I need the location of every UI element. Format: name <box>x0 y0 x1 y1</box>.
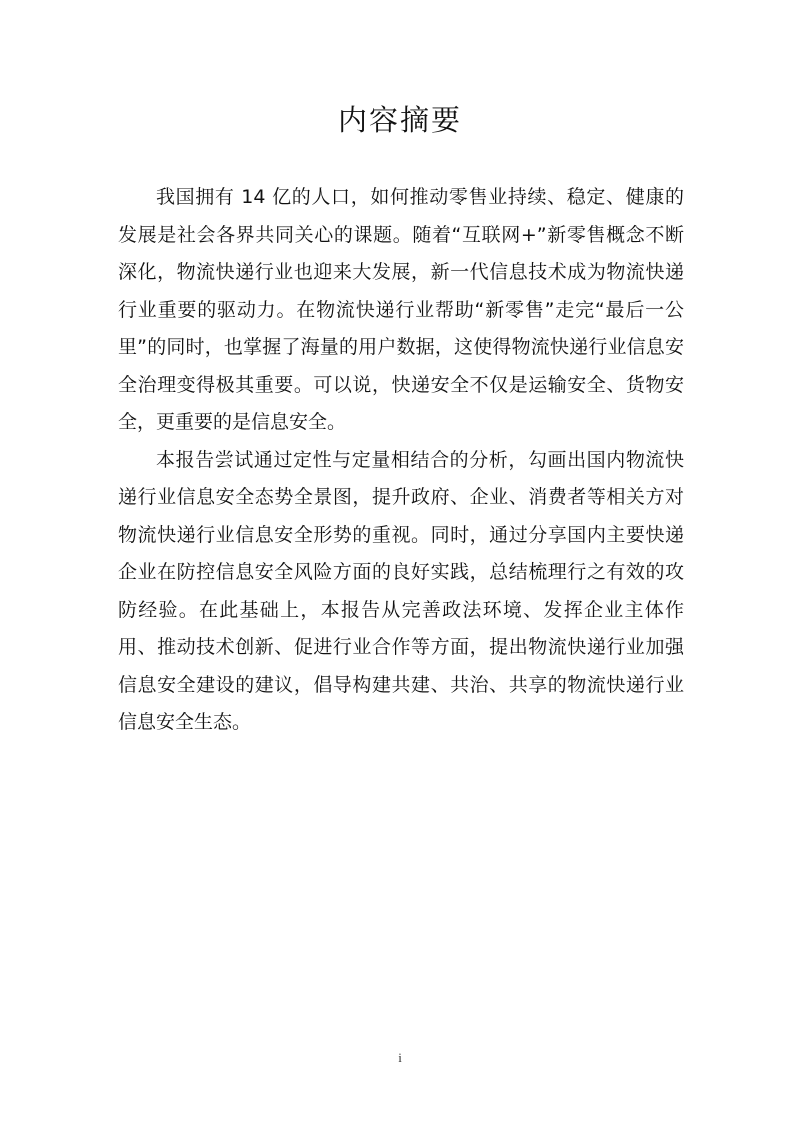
paragraph-1: 我国拥有 14 亿的人口，如何推动零售业持续、稳定、健康的发展是社会各界共同关心的课题。随着“互联网+”新零售概念不断深化，物流快递行业也迎来大发展，新一代信息技术成为物流快递行业重要的驱动力。在物流快递行业帮助“新零售”走完“最后一公里”的同时，也掌握了海量的用户数据，这使得物流快递行业信息安全治理变得极其重要。可以说，快递安全不仅是运输安全、货物安全，更重要的是信息安全。 <box>118 186 684 433</box>
page-title: 内容摘要 <box>337 103 462 137</box>
abstract-body <box>118 179 684 742</box>
paragraph-2: 本报告尝试通过定性与定量相结合的分析，勾画出国内物流快递行业信息安全态势全景图，提升政府、企业、消费者等相关方对物流快递行业信息安全形势的重视。同时，通过分享国内主要快递企业在防控信息安全风险方面的良好实践，总结梳理行之有效的攻防经验。在此基础上，本报告从完善政法环境、发挥企业主体作用、推动技术创新、促进行业合作等方面，提出物流快递行业加强信息安全建设的建议，倡导构建共建、共治、共享的物流快递行业信息安全生态。 <box>118 448 684 733</box>
page-number: i <box>398 1050 402 1065</box>
